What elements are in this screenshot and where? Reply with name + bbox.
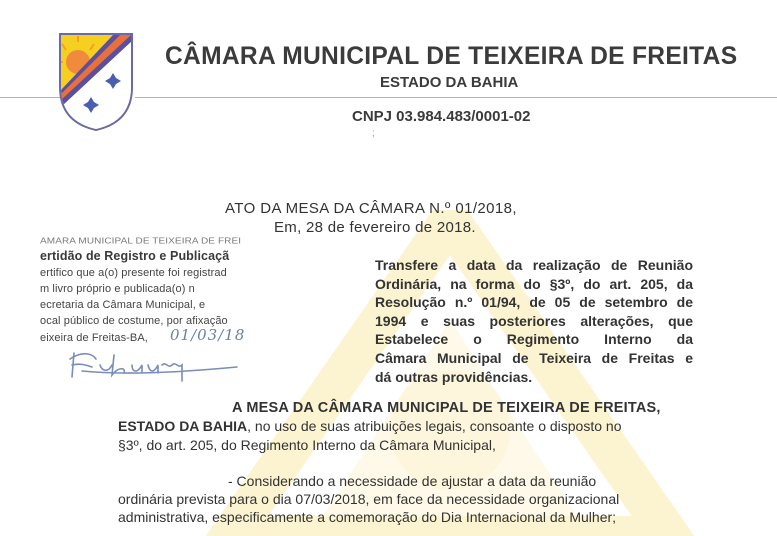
summary-line: 1994 e suas posteriores alterações, que bbox=[375, 312, 693, 329]
state-name: ESTADO DA BAHIA bbox=[118, 418, 248, 434]
act-date: Em, 28 de fevereiro de 2018. bbox=[274, 219, 476, 236]
preamble-lead: A MESA DA CÂMARA MUNICIPAL DE TEIXEIRA DE FREITAS, bbox=[232, 400, 661, 416]
institution-title: CÂMARA MUNICIPAL DE TEIXEIRA DE FREITAS bbox=[165, 42, 738, 70]
summary-line: Transfere a data da realização de Reunião bbox=[375, 257, 693, 273]
header-rule-left bbox=[0, 97, 60, 98]
stamp-handwritten-date: 01/03/18 bbox=[170, 326, 246, 344]
stamp-line: m livro próprio e publicada(o) n bbox=[40, 283, 195, 295]
considering-clause: - Considerando a necessidade de ajustar a data da reunião bbox=[228, 473, 597, 489]
cnpj-number: CNPJ 03.984.483/0001-02 bbox=[352, 108, 531, 125]
stray-mark: ; bbox=[372, 128, 375, 139]
act-summary bbox=[375, 256, 693, 386]
stamp-line: ertifico que a(o) presente foi registrad bbox=[40, 267, 227, 279]
considering-line: administrativa, especificamente a comemoração do Dia Internacional da Mulher; bbox=[118, 509, 617, 525]
stamp-city: eixeira de Freitas-BA, bbox=[40, 332, 148, 344]
stamp-line: ecretaria da Câmara Municipal, e bbox=[40, 299, 206, 311]
preamble-line: §3º, do art. 205, do Regimento Interno da Câmara Municipal, bbox=[118, 437, 496, 453]
registration-stamp bbox=[40, 236, 265, 386]
preamble-text: , no uso de suas atribuições legais, consoante o disposto no bbox=[247, 418, 622, 434]
stamp-line: AMARA MUNICIPAL DE TEIXEIRA DE FREI bbox=[40, 237, 242, 246]
summary-line: dá outras providências. bbox=[375, 368, 533, 385]
summary-line: Câmara Municipal de Teixeira de Freitas e bbox=[375, 349, 693, 366]
stamp-heading: ertidão de Registro e Publicaçã bbox=[40, 249, 230, 263]
municipal-crest-logo bbox=[58, 32, 134, 132]
summary-line: Ordinária, na forma do §3º, do art. 205, da bbox=[375, 275, 693, 292]
summary-line: Estabelece o Regimento Interno da bbox=[375, 331, 693, 348]
header-rule-right bbox=[135, 97, 777, 98]
stamp-line: ocal público de costume, por afixação bbox=[40, 315, 228, 327]
preamble-line bbox=[118, 417, 621, 436]
summary-line: Resolução n.º 01/94, de 05 de setembro de bbox=[375, 294, 693, 311]
stamp-signature bbox=[62, 341, 242, 386]
considering-line: ordinária prevista para o dia 07/03/2018, em face da necessidade organizacional bbox=[118, 491, 620, 507]
state-subtitle: ESTADO DA BAHIA bbox=[380, 74, 519, 91]
act-title: ATO DA MESA DA CÂMARA N.º 01/2018, bbox=[225, 200, 517, 217]
